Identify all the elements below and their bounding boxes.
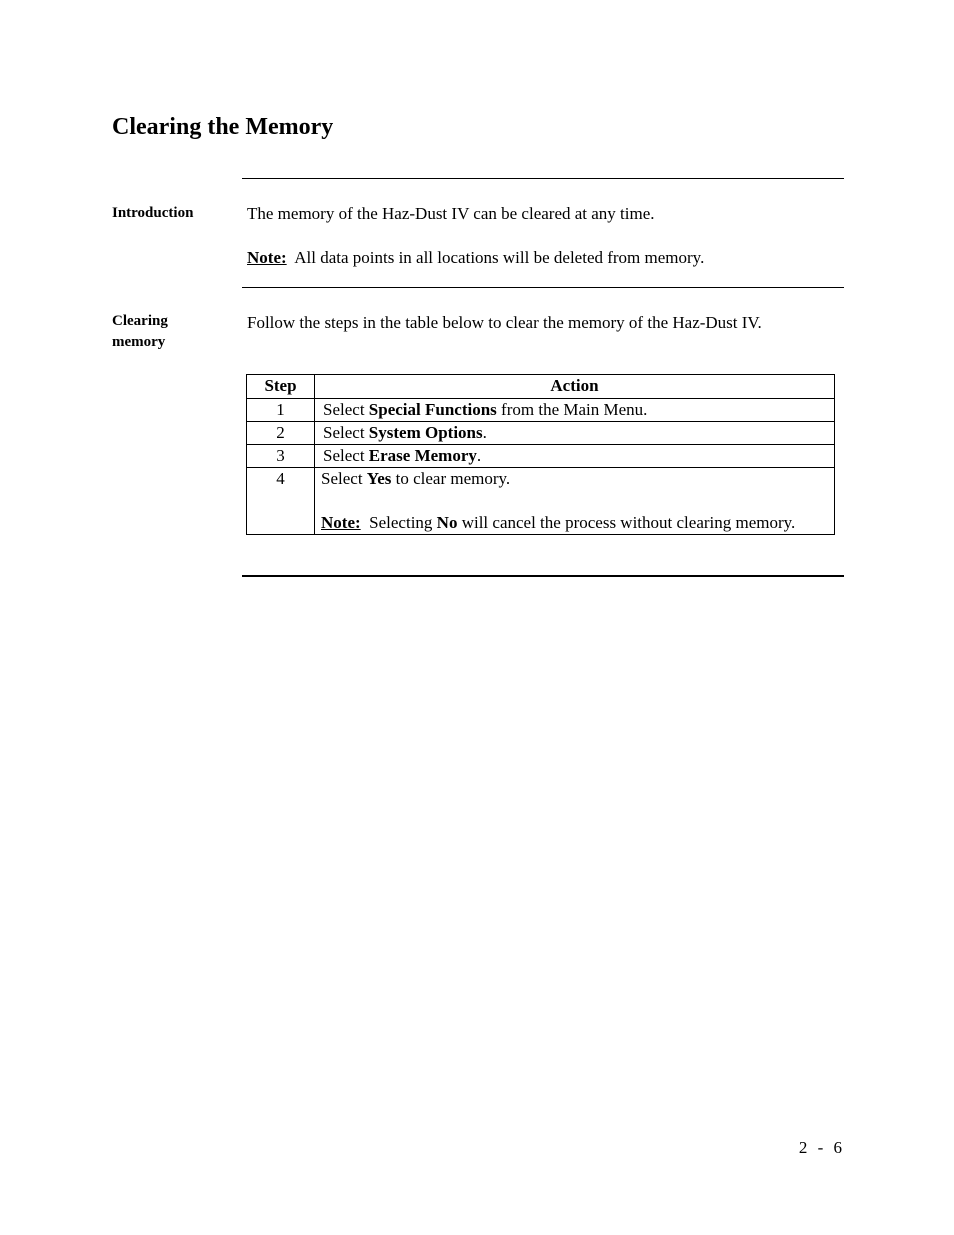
action-pre: Select: [321, 469, 367, 488]
action-post: .: [476, 446, 482, 465]
step-action: [315, 399, 835, 422]
note-bold: No: [436, 513, 458, 532]
clearing-memory-label: [112, 311, 168, 353]
note-text: All data points in all locations will be deleted from memory.: [294, 248, 705, 267]
clearing-memory-text: Follow the steps in the table below to clear the memory of the Haz-Dust IV.: [247, 313, 762, 332]
clearing-memory-label-line2: memory: [112, 334, 166, 350]
action-pre: Select: [323, 400, 369, 419]
table-row: [247, 445, 835, 468]
page-number: 2 - 6: [798, 1138, 842, 1157]
action-note: [321, 512, 834, 534]
action-column-header: Action: [315, 375, 835, 399]
action-post: .: [482, 423, 487, 442]
action-pre: Select: [323, 423, 369, 442]
action-bold: Yes: [366, 469, 392, 488]
step-action: [315, 468, 835, 535]
clearing-memory-label-line1: Clearing: [112, 313, 168, 329]
action-post: to clear memory.: [391, 469, 511, 488]
section-divider: [242, 575, 844, 577]
step-number: 1: [247, 399, 315, 422]
note-post: will cancel the process without clearing memory.: [457, 513, 796, 532]
step-number: 4: [247, 468, 315, 535]
step-action: [315, 445, 835, 468]
step-number: 3: [247, 445, 315, 468]
introduction-text: The memory of the Haz-Dust IV can be cleared at any time.: [247, 204, 655, 223]
introduction-label: Introduction: [112, 205, 194, 221]
step-action: [315, 422, 835, 445]
action-bold: Erase Memory: [368, 446, 477, 465]
action-line: [321, 468, 834, 490]
table-row: [247, 468, 835, 535]
section-divider: [242, 178, 844, 179]
step-number: 2: [247, 422, 315, 445]
note-lead: Note:: [321, 513, 361, 532]
page-title: Clearing the Memory: [112, 114, 334, 140]
table-row: [247, 399, 835, 422]
step-column-header: Step: [247, 375, 315, 399]
action-bold: System Options: [368, 423, 483, 442]
note-pre: Selecting: [369, 513, 437, 532]
action-post: from the Main Menu.: [496, 400, 648, 419]
introduction-note: [247, 247, 704, 269]
steps-table: [246, 374, 835, 535]
action-pre: Select: [323, 446, 369, 465]
section-divider: [242, 287, 844, 288]
table-header-row: [247, 375, 835, 399]
action-bold: Special Functions: [368, 400, 497, 419]
note-lead: Note:: [247, 248, 287, 267]
table-row: [247, 422, 835, 445]
